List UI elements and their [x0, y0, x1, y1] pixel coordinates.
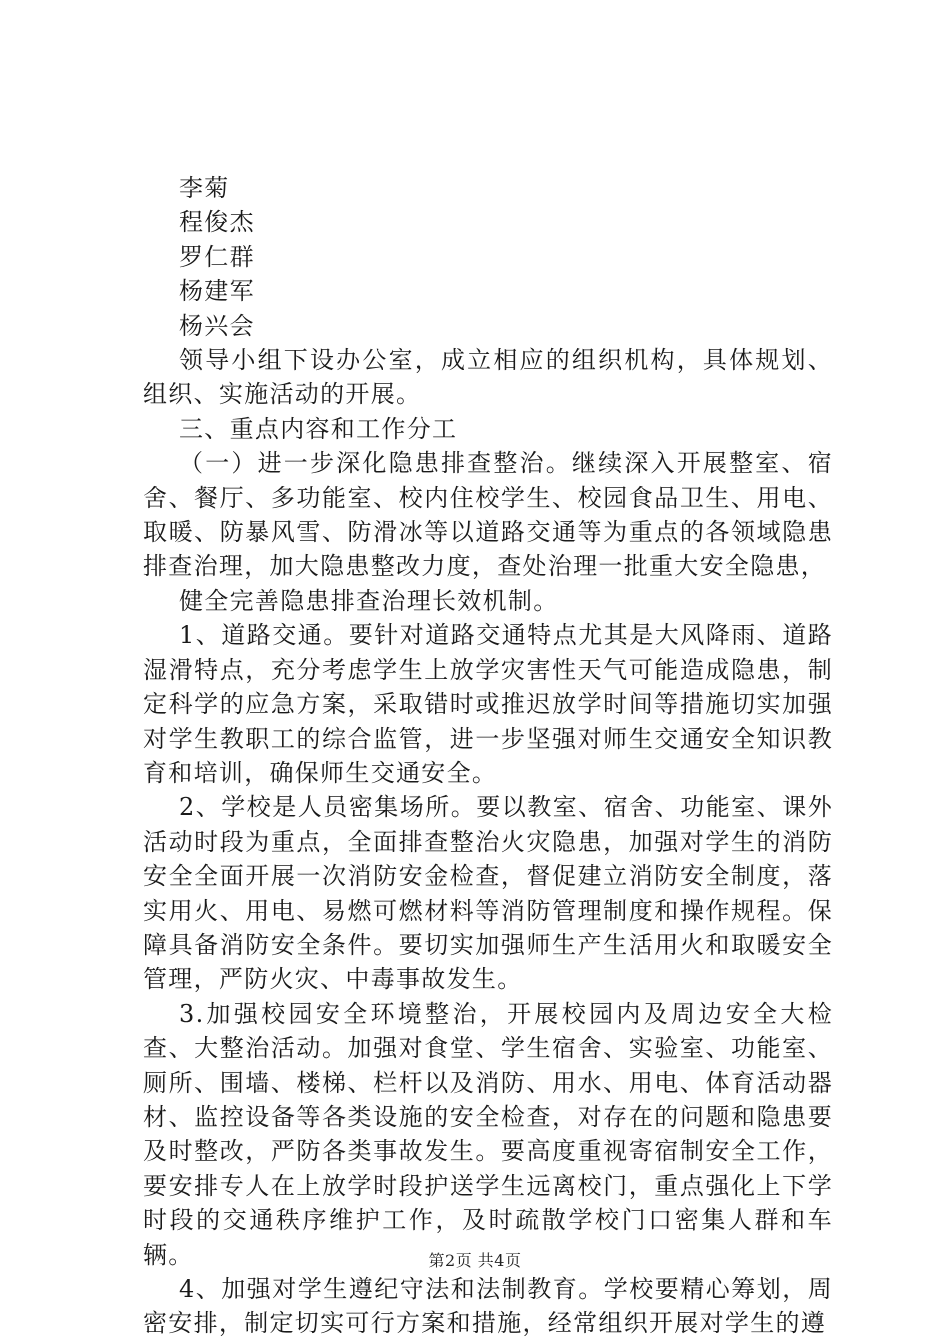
section-heading: 三、重点内容和工作分工 — [179, 414, 458, 443]
campus-environment-paragraph: 3.加强校园安全环境整治，开展校园内及周边安全大检查、大整治活动。加强对食堂、学生宿舍、实验室、功能室、厕所、围墙、楼梯、栏杆以及消防、用水、用电、体育活动器材、监控设备等各类设施的安全检查，对存在的问题和隐患要及时整改，严防各类事故发生。要高度重视寄宿制安全工作，要安排专人在上放学时段护送学生远离校门，重点强化上下学时段的交通秩序维护工作，及时疏散学校门口密集人群和车辆。 — [143, 999, 833, 1269]
item-one-paragraph: （一）进一步深化隐患排查整治。继续深入开展整室、宿舍、餐厅、多功能室、校内住校学生、校园食品卫生、用电、取暖、防暴风雪、防滑冰等以道路交通等为重点的各领域隐患排查治理，加大隐患整改力度，查处治理一批重大安全隐患， — [143, 449, 833, 581]
member-name: 程俊杰 — [179, 208, 255, 237]
page-number-footer: 第2页 共4页 — [428, 1251, 522, 1270]
member-name: 杨兴会 — [179, 311, 255, 340]
traffic-paragraph: 1、道路交通。要针对道路交通特点尤其是大风降雨、道路湿滑特点，充分考虑学生上放学灾害性天气可能造成隐患，制定科学的应急方案，采取错时或推迟放学时间等措施切实加强对学生教职工的综合监管，进一步坚强对师生交通安全知识教育和培训，确保师生交通安全。 — [143, 621, 833, 787]
fire-safety-paragraph: 2、学校是人员密集场所。要以教室、宿舍、功能室、课外活动时段为重点，全面排查整治火灾隐患，加强对学生的消防安全全面开展一次消防安金检查，督促建立消防安全制度，落实用火、用电、易燃可燃材料等消防管理制度和操作规程。保障具备消防安全条件。要切实加强师生产生活用火和取暖安全管理，严防火灾、中毒事故发生。 — [143, 793, 833, 994]
office-paragraph: 领导小组下设办公室，成立相应的组织机构，具体规划、组织、实施活动的开展。 — [143, 346, 833, 409]
mechanism-paragraph: 健全完善隐患排查治理长效机制。 — [179, 586, 559, 615]
law-education-paragraph: 4、加强对学生遵纪守法和法制教育。学校要精心筹划，周密安排，制定切实可行方案和措施，经常组织开展对学生的遵 — [143, 1275, 833, 1338]
document-body — [143, 171, 833, 1341]
member-name: 罗仁群 — [179, 242, 255, 271]
member-name: 杨建军 — [179, 277, 255, 306]
member-name: 李菊 — [179, 174, 230, 202]
